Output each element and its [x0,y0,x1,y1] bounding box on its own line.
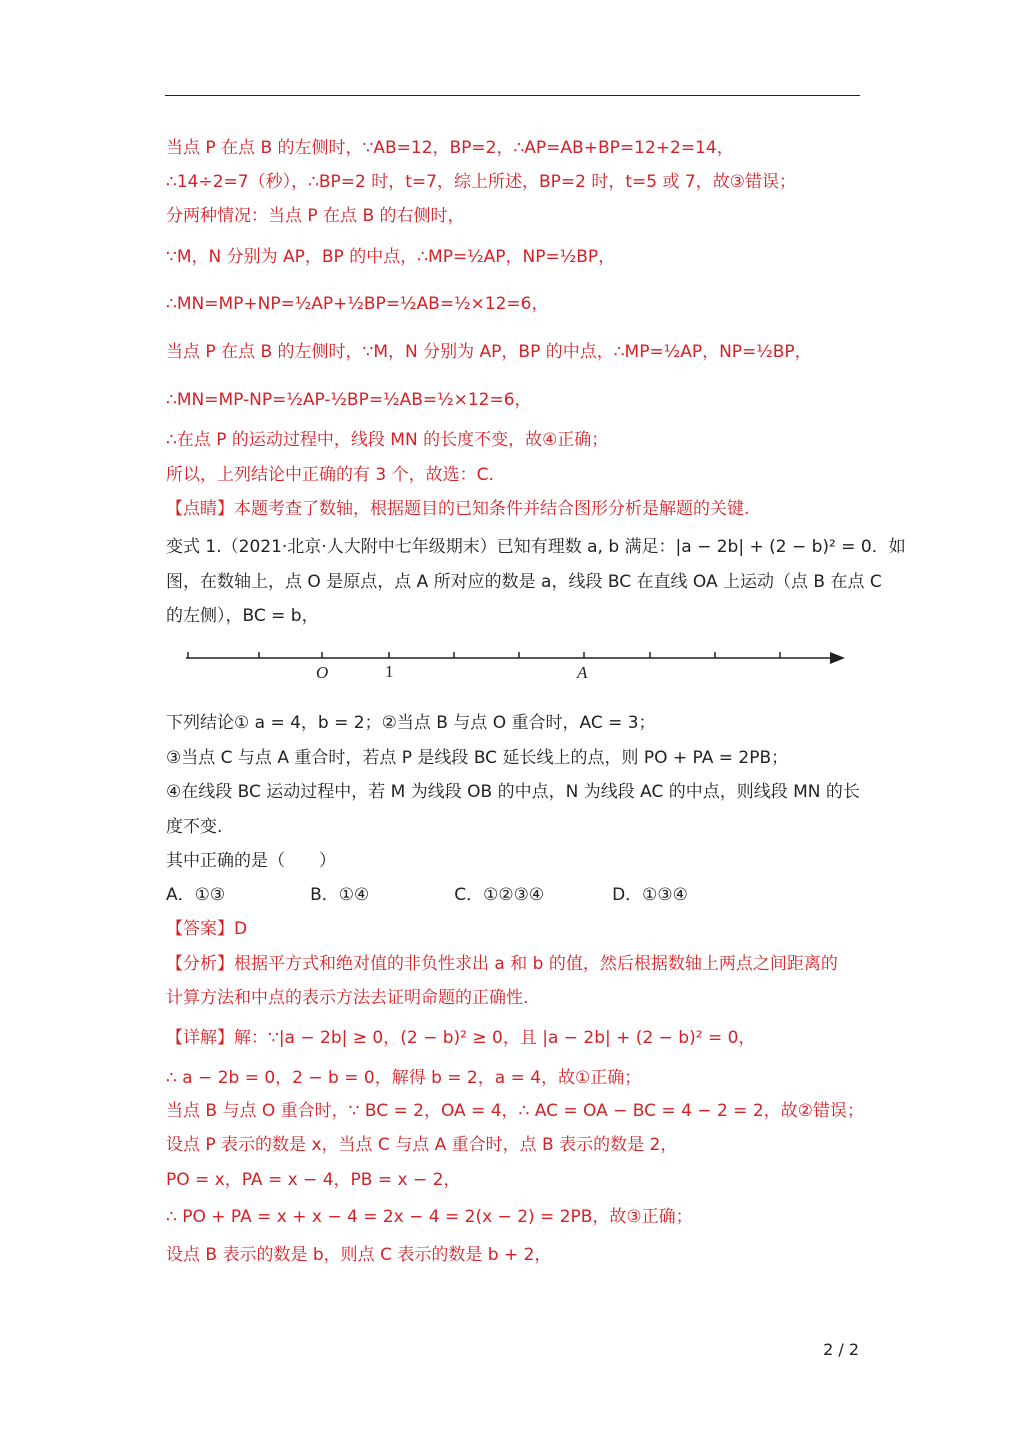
conclusion-4b: 度不变. [166,817,223,837]
detail-line-4: 设点 P 表示的数是 x，当点 C 与点 A 重合时，点 B 表示的数是 2， [166,1135,678,1155]
key-point-note: 【点睛】本题考查了数轴，根据题目的已知条件并结合图形分析是解题的关键. [166,499,750,519]
text-line-8: ∴在点 P 的运动过程中，线段 MN 的长度不变，故④正确； [166,430,609,450]
detail-line-5: PO = x，PA = x − 4，PB = x − 2， [166,1170,461,1190]
problem-line-2: 图，在数轴上，点 O 是原点，点 A 所对应的数是 a，线段 BC 在直线 OA 上运动（点 B 在点 C [166,572,882,592]
problem-line-3: 的左侧），BC = b， [166,606,319,626]
question-prompt: 其中正确的是（ ） [166,851,336,871]
text-line-9: 所以，上列结论中正确的有 3 个，故选：C. [166,465,494,485]
number-line-figure [180,640,850,685]
text-line-2: ∴14÷2=7（秒），∴BP=2 时，t=7，综上所述，BP=2 时，t=5 或 7，故③错误； [166,172,796,192]
detail-line-1: 【详解】解：∵|a − 2b| ≥ 0，(2 − b)² ≥ 0，且 |a − 2b| + (2 − b)² = 0， [166,1028,756,1048]
header-rule [165,95,860,96]
text-line-7: ∴MN=MP-NP=½AP-½BP=½AB=½×12=6， [166,390,532,410]
axis-label-one: 1 [385,662,394,681]
analysis-line-1: 【分析】根据平方式和绝对值的非负性求出 a 和 b 的值，然后根据数轴上两点之间距离的 [166,954,838,974]
answer-line: 【答案】D [166,919,248,939]
axis-label-origin: O [316,663,329,682]
page-number: 2 / 2 [823,1340,859,1359]
detail-line-3: 当点 B 与点 O 重合时，∵ BC = 2，OA = 4，∴ AC = OA − BC = 4 − 2 = 2，故②错误； [166,1101,864,1121]
detail-line-6: ∴ PO + PA = x + x − 4 = 2x − 4 = 2(x − 2) = 2PB，故③正确； [166,1207,693,1227]
conclusion-4a: ④在线段 BC 运动过程中，若 M 为线段 OB 的中点，N 为线段 AC 的中点，则线段 MN 的长 [166,782,860,802]
problem-line-1: 变式 1.（2021·北京·人大附中七年级期末）已知有理数 a, b 满足：|a − 2b| + (2 − b)² = 0．如 [166,537,906,557]
detail-line-7: 设点 B 表示的数是 b，则点 C 表示的数是 b + 2， [166,1245,552,1265]
detail-line-2: ∴ a − 2b = 0，2 − b = 0，解得 b = 2，a = 4，故①正确； [166,1068,642,1088]
text-line-3: 分两种情况：当点 P 在点 B 的右侧时， [166,206,465,226]
answer-options: A．①③ B．①④ C．①②③④ D．①③④ [166,885,688,905]
text-line-4: ∵M，N 分别为 AP，BP 的中点，∴MP=½AP，NP=½BP， [166,247,616,267]
text-line-1: 当点 P 在点 B 的左侧时，∵AB=12，BP=2，∴AP=AB+BP=12+2=14， [166,138,734,158]
conclusion-1-2: 下列结论① a = 4，b = 2；②当点 B 与点 O 重合时，AC = 3； [166,713,656,733]
text-line-6: 当点 P 在点 B 的左侧时，∵M，N 分别为 AP，BP 的中点，∴MP=½AP，NP=½BP， [166,342,812,362]
analysis-line-2: 计算方法和中点的表示方法去证明命题的正确性. [166,988,529,1008]
axis-label-a: A [577,663,588,682]
text-line-5: ∴MN=MP+NP=½AP+½BP=½AB=½×12=6， [166,294,549,314]
conclusion-3: ③当点 C 与点 A 重合时，若点 P 是线段 BC 延长线上的点，则 PO + PA = 2PB； [166,748,789,768]
